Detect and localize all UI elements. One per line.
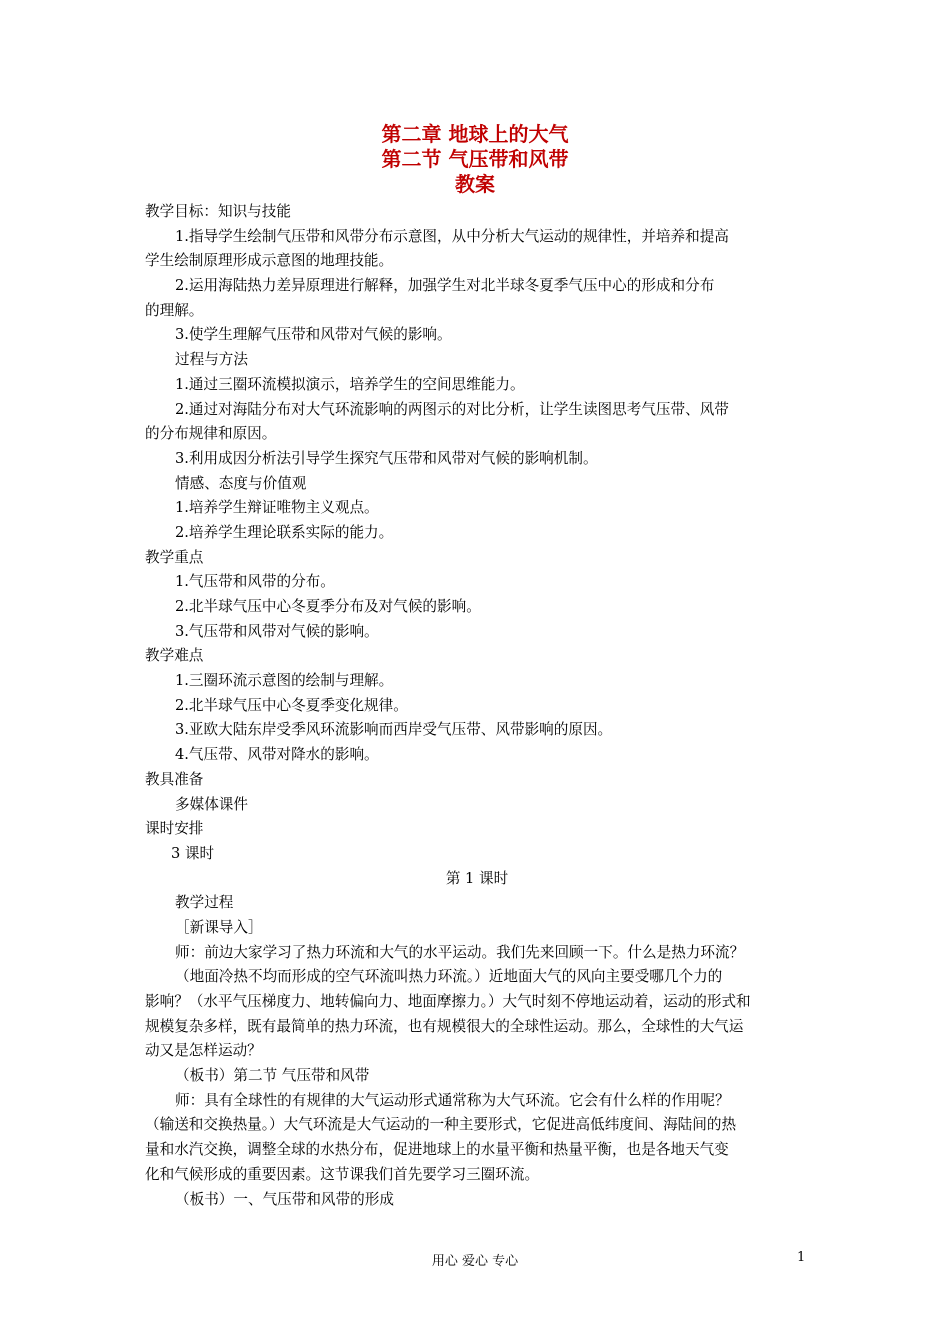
text-line: 1.三圈环流示意图的绘制与理解。 — [175, 672, 394, 690]
text-line: 第 1 课时 — [445, 869, 509, 887]
document-body — [145, 200, 809, 1212]
text-line: 教学难点 — [145, 647, 204, 665]
text-line: 1.培养学生辩证唯物主义观点。 — [175, 499, 379, 517]
text-line: 3.气压带和风带对气候的影响。 — [175, 622, 379, 640]
text-line: 规模复杂多样，既有最简单的热力环流，也有规模很大的全球性运动。那么，全球性的大气运 — [145, 1017, 744, 1035]
text-line: 过程与方法 — [175, 351, 248, 369]
chapter-title: 第二章 地球上的大气 — [381, 122, 569, 146]
text-line: 教学重点 — [145, 548, 204, 566]
text-line: （输送和交换热量。）大气环流是大气运动的一种主要形式，它促进高低纬度间、海陆间的热 — [145, 1116, 737, 1134]
footer-slogan: 用心 爱心 专心 — [431, 1254, 519, 1269]
text-line: 3.利用成因分析法引导学生探究气压带和风带对气候的影响机制。 — [175, 449, 598, 467]
text-line: ［新课导入］ — [175, 918, 263, 936]
document-type-title: 教案 — [455, 172, 495, 196]
page-number: 1 — [797, 1250, 806, 1265]
text-line: 3.亚欧大陆东岸受季风环流影响而西岸受气压带、风带影响的原因。 — [175, 721, 613, 739]
text-line: 的理解。 — [145, 301, 204, 319]
text-line: 3 课时 — [171, 844, 215, 862]
text-line: 1.气压带和风带的分布。 — [175, 573, 335, 591]
text-line: 多媒体课件 — [175, 795, 248, 813]
section-title: 第二节 气压带和风带 — [381, 147, 569, 171]
text-line: 2.北半球气压中心冬夏季分布及对气候的影响。 — [175, 598, 481, 615]
text-line: 4.气压带、风带对降水的影响。 — [175, 746, 379, 764]
text-line: （板书）第二节 气压带和风带 — [175, 1067, 370, 1085]
text-line: 动又是怎样运动？ — [145, 1042, 262, 1060]
text-line: 教学过程 — [175, 894, 234, 912]
text-line: 课时安排 — [145, 820, 204, 838]
text-line: 化和气候形成的重要因素。这节课我们首先要学习三圈环流。 — [145, 1165, 540, 1183]
text-line: 2.通过对海陆分布对大气环流影响的两图示的对比分析，让学生读图思考气压带、风带 — [175, 400, 729, 418]
text-line: 教具准备 — [145, 770, 204, 788]
text-line: 1.通过三圈环流模拟演示，培养学生的空间思维能力。 — [175, 375, 525, 393]
text-line: 情感、态度与价值观 — [175, 474, 307, 492]
text-line: 量和水汽交换，调整全球的水热分布，促进地球上的水量平衡和热量平衡，也是各地天气变 — [145, 1141, 729, 1159]
text-line: 1.指导学生绘制气压带和风带分布示意图，从中分析大气运动的规律性，并培养和提高 — [175, 227, 729, 245]
text-line: 学生绘制原理形成示意图的地理技能。 — [145, 252, 394, 270]
text-line: 影响？（水平气压梯度力、地转偏向力、地面摩擦力。）大气时刻不停地运动着，运动的形式和 — [145, 993, 751, 1010]
text-line: 2.运用海陆热力差异原理进行解释，加强学生对北半球冬夏季气压中心的形成和分布 — [175, 277, 715, 295]
text-line: 2.培养学生理论联系实际的能力。 — [175, 523, 394, 541]
text-line: 师：具有全球性的有规律的大气运动形式通常称为大气环流。它会有什么样的作用呢？ — [175, 1091, 730, 1109]
text-line: 教学目标：知识与技能 — [145, 203, 291, 220]
text-line: 的分布规律和原因。 — [145, 425, 277, 443]
text-line: （地面冷热不均而形成的空气环流叫热力环流。）近地面大气的风向主要受哪几个力的 — [175, 968, 723, 986]
text-line: （板书）一、气压带和风带的形成 — [175, 1190, 394, 1208]
title-block — [0, 122, 950, 197]
text-line: 师：前边大家学习了热力环流和大气的水平运动。我们先来回顾一下。什么是热力环流？ — [175, 943, 745, 961]
text-line: 2.北半球气压中心冬夏季变化规律。 — [175, 696, 408, 714]
text-line: 3.使学生理解气压带和风带对气候的影响。 — [175, 326, 452, 344]
